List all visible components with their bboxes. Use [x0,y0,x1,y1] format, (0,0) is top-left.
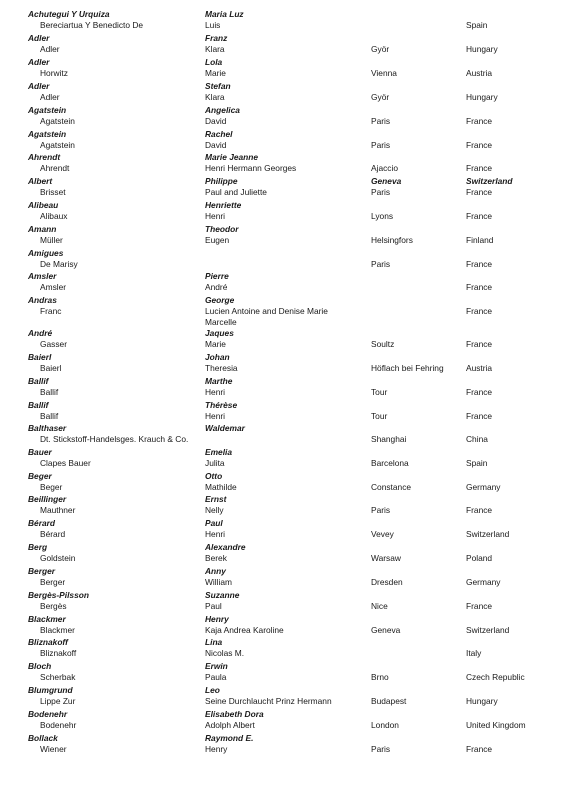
entry-header-row [0,685,568,696]
entry-given-name: Thérèse [205,400,238,410]
entry-detail-row [0,140,568,151]
entry-surname: Agatstein [28,129,67,139]
entry-country: Austria [466,363,493,373]
entry-related-surname: Bergès [40,601,67,611]
entry-detail-row [0,648,568,659]
entry-header-row [0,33,568,44]
entry-header-row [0,248,568,259]
entry-country: Spain [466,458,488,468]
entry-header-row [0,176,568,187]
entry-city: Györ [371,44,390,54]
entry-related-name: Mathilde [205,482,237,492]
entry-header-row [0,637,568,648]
entry-related-name-cont: Marcelle [205,317,237,327]
entry-surname: Baierl [28,352,52,362]
entry-surname: Albert [28,176,53,186]
entry-detail-row [0,306,568,317]
entry-related-surname: Ballif [40,411,59,421]
entry-related-surname: Scherbak [40,672,76,682]
entry-country: Austria [466,68,493,78]
entry-header-row [0,423,568,434]
entry-related-name: Klara [205,92,225,102]
entry-given-name: Lina [205,637,223,647]
entry-detail-row [0,187,568,198]
entry-city: Paris [371,187,391,197]
entry-detail-row [0,529,568,540]
entry-country: France [466,116,493,126]
entry-related-surname: Baierl [40,363,62,373]
entry-country: France [466,282,493,292]
entry-given-name: Leo [205,685,220,695]
entry-detail-row [0,482,568,493]
entry-related-name: Kaja Andrea Karoline [205,625,284,635]
entry-given-name: Raymond E. [205,733,254,743]
entry-city: Shanghai [371,434,407,444]
entry-header-row [0,494,568,505]
entry-related-name: Nelly [205,505,224,515]
entry-related-name: Henri [205,211,226,221]
entry-related-name: Lucien Antoine and Denise Marie [205,306,328,316]
entry-related-name: Seine Durchlaucht Prinz Hermann [205,696,332,706]
entry-related-surname: Horwitz [40,68,68,78]
entry-related-name: Paul and Juliette [205,187,267,197]
entry-header-row [0,447,568,458]
entry-header-row [0,328,568,339]
entry-surname: Ahrendt [28,152,61,162]
entry-detail-continuation [0,317,568,328]
entry-city: Vienna [371,68,397,78]
entry-detail-row [0,44,568,55]
entry-related-name: Luis [205,20,221,30]
entry-header-row [0,376,568,387]
entry-detail-row [0,211,568,222]
entry-city: Constance [371,482,412,492]
entry-related-surname: Gasser [40,339,67,349]
entry-city: Warsaw [371,553,401,563]
entry-given-name: Waldemar [205,423,245,433]
entry-given-name: Johan [205,352,230,362]
entry-detail-row [0,235,568,246]
entry-city: Soultz [371,339,395,349]
entry-country: France [466,744,493,754]
entry-related-name: Henry [205,744,228,754]
entry-city: Barcelona [371,458,409,468]
entry-surname: Beillinger [28,494,67,504]
entry-header-country: Switzerland [466,176,513,186]
entry-country: Germany [466,482,501,492]
entry-city: Paris [371,140,391,150]
entry-country: France [466,211,493,221]
entry-surname: Blumgrund [28,685,73,695]
entry-given-name: Elisabeth Dora [205,709,264,719]
entry-related-surname: Mauthner [40,505,76,515]
entry-surname: Andras [28,295,57,305]
entry-related-name: André [205,282,228,292]
entry-header-row [0,200,568,211]
entry-surname: Bérard [28,518,55,528]
entry-surname: Bollack [28,733,58,743]
entry-city: Ajaccio [371,163,398,173]
entry-related-name: Marie [205,68,226,78]
entry-city: Nice [371,601,388,611]
entry-given-name: Erwin [205,661,228,671]
entry-related-surname: Agatstein [40,140,75,150]
entry-related-surname: Amsler [40,282,67,292]
entry-city: Geneva [371,625,401,635]
entry-country: Hungary [466,696,498,706]
entry-related-surname: Ballif [40,387,59,397]
entry-given-name: Jaques [205,328,234,338]
entry-related-name: Paul [205,601,222,611]
entry-surname: Ballif [28,400,49,410]
entry-header-row [0,566,568,577]
entry-given-name: Marthe [205,376,233,386]
entry-detail-row [0,259,568,270]
entry-country: France [466,387,493,397]
entry-country: France [466,505,493,515]
entry-city: Brno [371,672,389,682]
entry-country: United Kingdom [466,720,526,730]
entry-country: France [466,140,493,150]
entry-country: France [466,259,493,269]
entry-related-surname: Bereciartua Y Benedicto De [40,20,144,30]
entry-detail-row [0,672,568,683]
entry-related-surname: Goldstein [40,553,76,563]
entry-city: Paris [371,744,391,754]
entry-related-surname: De Marisy [40,259,78,269]
entry-given-name: Anny [205,566,226,576]
entry-surname: Berger [28,566,55,576]
entry-country: Switzerland [466,625,510,635]
entry-related-surname: Lippe Zur [40,696,76,706]
entry-city: Tour [371,387,388,397]
entry-header-row [0,352,568,363]
entry-country: France [466,411,493,421]
entry-surname: Amann [28,224,57,234]
entry-related-name: Adolph Albert [205,720,255,730]
entry-surname: Adler [28,57,50,67]
entry-surname: Amsler [28,271,57,281]
entry-related-name: Theresia [205,363,238,373]
entry-city: Paris [371,505,391,515]
entry-city: Helsingfors [371,235,413,245]
entry-related-name: Henri [205,387,226,397]
entry-related-surname: Dt. Stickstoff-Handelsges. Krauch & Co. [40,434,189,444]
entry-city: Vevey [371,529,394,539]
entry-surname: Blackmer [28,614,66,624]
entry-header-row [0,542,568,553]
entry-related-name: Henri [205,529,226,539]
entry-detail-row [0,434,568,445]
entry-given-name: Maria Luz [205,9,244,19]
entry-header-row [0,661,568,672]
entry-header-city: Geneva [371,176,402,186]
entry-given-name: Franz [205,33,228,43]
entry-surname: Berg [28,542,48,552]
entry-header-row [0,471,568,482]
entry-country: Hungary [466,44,498,54]
entry-given-name: Henriette [205,200,242,210]
entry-detail-row [0,577,568,588]
entry-city: Tour [371,411,388,421]
entry-surname: Beger [28,471,52,481]
entry-detail-row [0,458,568,469]
entry-related-surname: Blackmer [40,625,75,635]
entry-related-name: Berek [205,553,227,563]
entry-surname: Bloch [28,661,52,671]
entry-related-name: David [205,116,227,126]
entry-related-name: Marie [205,339,226,349]
entry-related-surname: Adler [40,44,60,54]
entry-detail-row [0,744,568,755]
entry-country: China [466,434,488,444]
entry-related-surname: Berger [40,577,66,587]
entry-given-name: Angelica [205,105,240,115]
entry-country: France [466,601,493,611]
entry-surname: Amigues [28,248,64,258]
entry-city: Lyons [371,211,394,221]
entry-city: Györ [371,92,390,102]
entry-country: Switzerland [466,529,510,539]
entry-given-name: Ernst [205,494,227,504]
entry-country: Poland [466,553,493,563]
entry-detail-row [0,553,568,564]
entry-header-row [0,105,568,116]
entry-related-surname: Beger [40,482,63,492]
entry-related-name: Julita [205,458,225,468]
entry-country: Italy [466,648,482,658]
entry-country: France [466,187,493,197]
entry-surname: Balthaser [28,423,67,433]
entry-related-name: Paula [205,672,227,682]
entry-related-surname: Agatstein [40,116,75,126]
entry-surname: Bergès-Pilsson [28,590,89,600]
entry-header-row [0,271,568,282]
entry-city: Paris [371,259,391,269]
entry-header-row [0,9,568,20]
entry-header-row [0,129,568,140]
entry-related-surname: Ahrendt [40,163,70,173]
entry-header-row [0,295,568,306]
entry-related-surname: Alibaux [40,211,68,221]
entry-header-row [0,733,568,744]
entry-detail-row [0,92,568,103]
entry-related-name: Henri Hermann Georges [205,163,297,173]
entry-header-row [0,709,568,720]
entry-detail-row [0,696,568,707]
entry-country: Hungary [466,92,498,102]
entry-detail-row [0,387,568,398]
entry-detail-row [0,363,568,374]
entry-detail-row [0,601,568,612]
entry-header-row [0,590,568,601]
entry-related-surname: Brisset [40,187,66,197]
entry-detail-row [0,68,568,79]
entry-related-surname: Clapes Bauer [40,458,91,468]
entry-given-name: Alexandre [205,542,246,552]
entry-country: France [466,306,493,316]
entry-given-name: Rachel [205,129,233,139]
entry-related-surname: Bliznakoff [40,648,77,658]
entry-country: Czech Republic [466,672,525,682]
entry-related-name: David [205,140,227,150]
entry-related-surname: Bodenehr [40,720,77,730]
entry-given-name: Marie Jeanne [205,152,259,162]
entry-city: Höflach bei Fehring [371,363,444,373]
entry-related-surname: Bérard [40,529,66,539]
entry-related-surname: Wiener [40,744,67,754]
entry-detail-row [0,505,568,516]
entry-surname: Bliznakoff [28,637,68,647]
entry-related-surname: Adler [40,92,60,102]
entry-country: Spain [466,20,488,30]
entry-given-name: Paul [205,518,223,528]
entry-related-surname: Franc [40,306,62,316]
entry-header-row [0,614,568,625]
entry-surname: Bodenehr [28,709,68,719]
entry-city: Budapest [371,696,407,706]
entry-country: France [466,163,493,173]
entry-surname: Bauer [28,447,52,457]
entry-detail-row [0,411,568,422]
entry-country: Finland [466,235,494,245]
entry-detail-row [0,163,568,174]
entry-given-name: Pierre [205,271,229,281]
entry-given-name: Philippe [205,176,238,186]
entry-detail-row [0,720,568,731]
entry-given-name: Theodor [205,224,239,234]
entry-header-row [0,224,568,235]
entry-given-name: Suzanne [205,590,240,600]
entry-header-row [0,81,568,92]
entry-related-name: Eugen [205,235,230,245]
entry-header-row [0,400,568,411]
entry-city: London [371,720,399,730]
entry-header-row [0,57,568,68]
entry-surname: Adler [28,81,50,91]
entry-given-name: Emelia [205,447,233,457]
entry-given-name: Stefan [205,81,231,91]
entry-surname: Adler [28,33,50,43]
entry-detail-row [0,625,568,636]
entry-surname: Alibeau [28,200,59,210]
entry-related-name: Nicolas M. [205,648,245,658]
entry-city: Dresden [371,577,403,587]
entry-given-name: Otto [205,471,223,481]
entry-header-row [0,152,568,163]
entry-related-name: Henri [205,411,226,421]
entry-surname: André [28,328,53,338]
entry-given-name: George [205,295,235,305]
entry-surname: Ballif [28,376,49,386]
entry-header-row [0,518,568,529]
entry-given-name: Lola [205,57,223,67]
entry-related-surname: Müller [40,235,63,245]
entry-detail-row [0,20,568,31]
entry-city: Paris [371,116,391,126]
entry-country: France [466,339,493,349]
entry-detail-row [0,116,568,127]
entry-detail-row [0,339,568,350]
entry-surname: Achutegui Y Urquiza [28,9,110,19]
entry-related-name: Klara [205,44,225,54]
entry-country: Germany [466,577,501,587]
entry-surname: Agatstein [28,105,67,115]
entry-detail-row [0,282,568,293]
entry-given-name: Henry [205,614,229,624]
entry-related-name: William [205,577,232,587]
